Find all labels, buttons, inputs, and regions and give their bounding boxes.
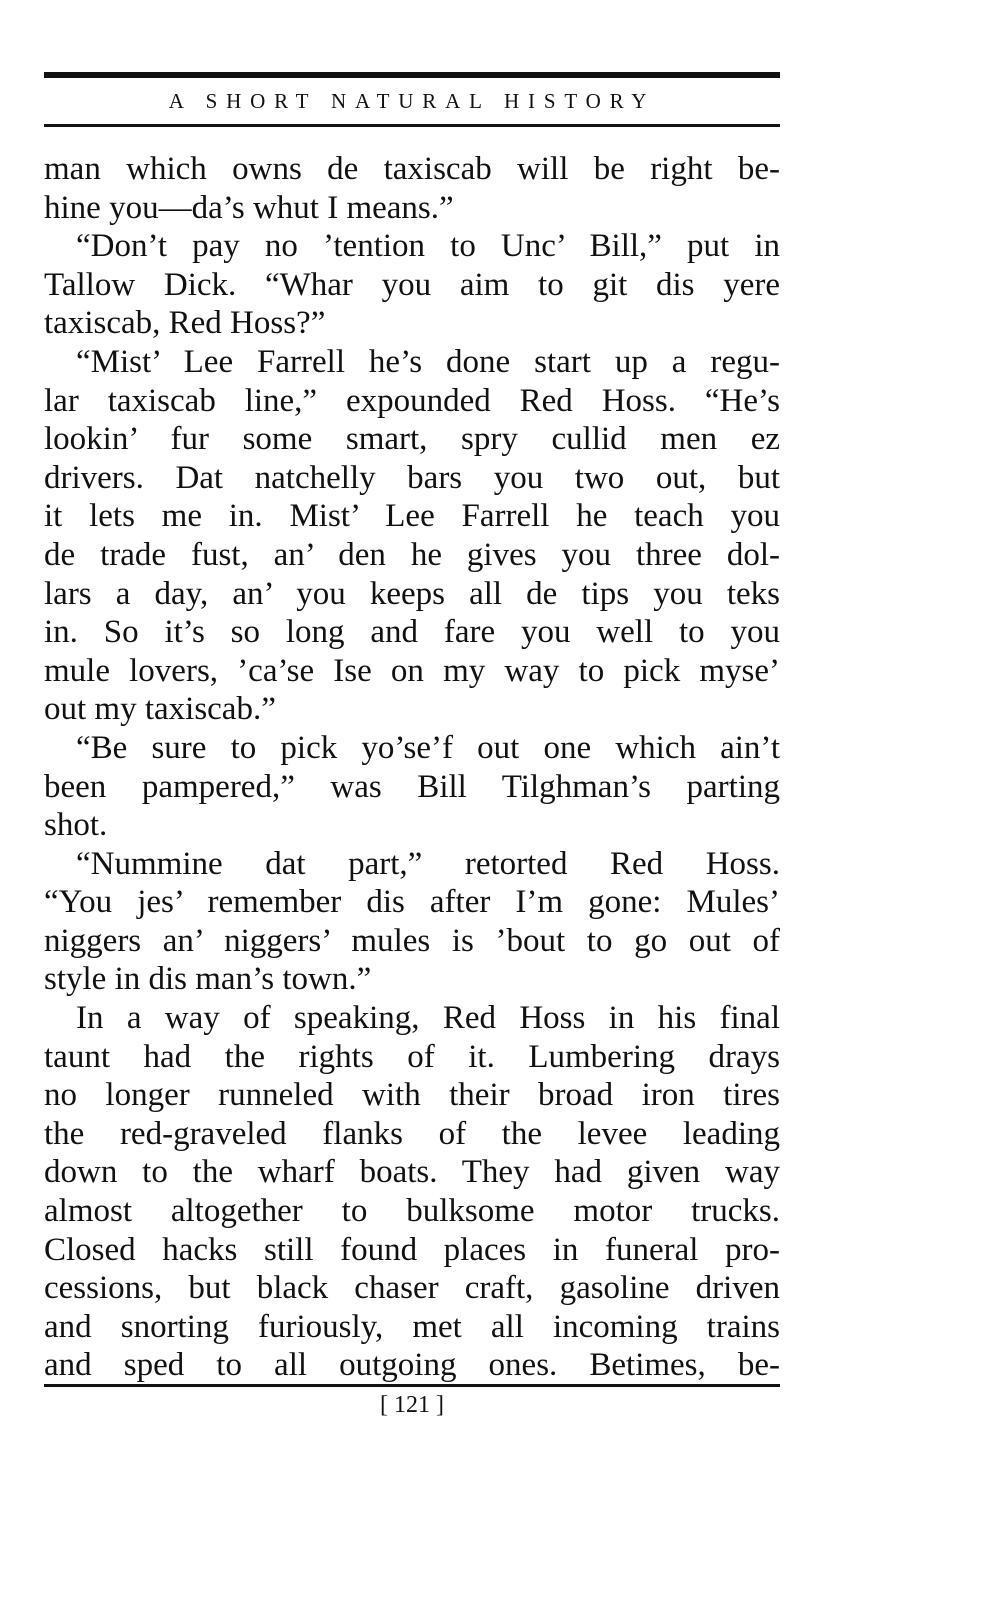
header-rule-bottom	[44, 124, 780, 127]
text-line: hine you—da’s whut I means.”	[44, 189, 454, 226]
text-line: and snorting furiously, met all incoming trains	[44, 1308, 780, 1345]
text-line: shot.	[44, 807, 108, 844]
text-line: almost altogether to bulksome motor trucks.	[44, 1193, 780, 1230]
text-line: style in dis man’s town.”	[44, 961, 372, 998]
page-number: [ 121 ]	[380, 1392, 444, 1418]
text-line: in. So it’s so long and fare you well to you	[44, 614, 780, 651]
text-line: “Mist’ Lee Farrell he’s done start up a regu-	[76, 343, 780, 380]
text-line: de trade fust, an’ den he gives you three dol-	[44, 536, 780, 573]
text-line: no longer runneled with their broad iron tires	[44, 1077, 780, 1114]
running-head: A SHORT NATURAL HISTORY	[168, 89, 656, 113]
text-line: Closed hacks still found places in funeral pro-	[44, 1231, 780, 1268]
text-line: niggers an’ niggers’ mules is ’bout to go out of	[44, 922, 780, 959]
text-line: out my taxiscab.”	[44, 691, 276, 728]
text-line: taunt had the rights of it. Lumbering drays	[44, 1038, 780, 1075]
text-line: down to the wharf boats. They had given way	[44, 1154, 780, 1191]
text-line: drivers. Dat natchelly bars you two out, but	[44, 459, 780, 496]
text-line: cessions, but black chaser craft, gasoline driven	[44, 1270, 780, 1307]
body-text	[44, 150, 780, 1385]
text-line: man which owns de taxiscab will be right be-	[44, 151, 780, 187]
text-line: Tallow Dick. “Whar you aim to git dis yere	[44, 266, 780, 303]
text-line: “You jes’ remember dis after I’m gone: Mules’	[44, 884, 780, 921]
text-line: it lets me in. Mist’ Lee Farrell he teach you	[44, 498, 780, 535]
text-line: and sped to all outgoing ones. Betimes, be-	[44, 1347, 780, 1384]
text-line: “Nummine dat part,” retorted Red Hoss.	[76, 845, 780, 882]
text-line: “Don’t pay no ’tention to Unc’ Bill,” put in	[76, 228, 780, 265]
text-line: lookin’ fur some smart, spry cullid men ez	[44, 421, 780, 458]
text-line: lar taxiscab line,” expounded Red Hoss. “He’s	[44, 382, 780, 419]
footer-rule	[44, 1384, 780, 1387]
text-line: mule lovers, ’ca’se Ise on my way to pick myse’	[44, 652, 780, 689]
text-line: the red-graveled flanks of the levee leading	[44, 1115, 780, 1152]
header-rule-top	[44, 72, 780, 78]
text-line: In a way of speaking, Red Hoss in his final	[76, 1000, 780, 1037]
text-line: lars a day, an’ you keeps all de tips you teks	[44, 575, 780, 612]
text-line: been pampered,” was Bill Tilghman’s parting	[44, 768, 780, 805]
text-line: taxiscab, Red Hoss?”	[44, 305, 326, 342]
text-line: “Be sure to pick yo’se’f out one which ain’t	[76, 729, 780, 766]
